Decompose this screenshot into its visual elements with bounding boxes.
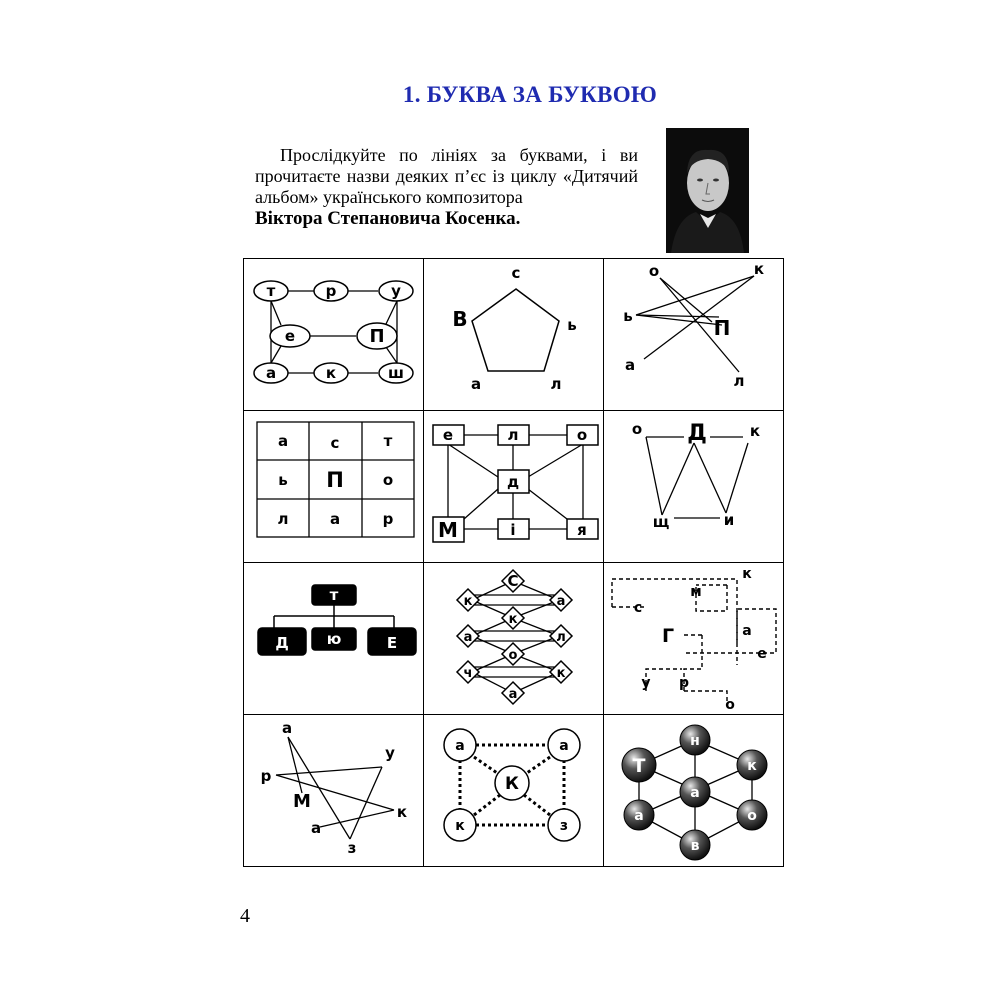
puzzle-4-letter: а [277, 432, 289, 450]
puzzle-3-letter: П [713, 316, 731, 340]
puzzle-9-letter: к [742, 566, 752, 582]
puzzle-4-letter: т [383, 432, 393, 450]
puzzle-2 [424, 259, 604, 411]
puzzle-12-letter: а [690, 785, 700, 801]
puzzle-2-letter: ь [567, 316, 577, 334]
composer-portrait [666, 128, 749, 253]
composer-name: Віктора Степановича Косенка. [255, 208, 521, 229]
puzzle-3-letter: к [753, 260, 765, 278]
puzzle-8-letter: а [463, 630, 473, 645]
puzzle-10-letter: М [293, 791, 311, 812]
puzzle-1-letter: к [325, 364, 337, 382]
puzzle-3-letter: ь [623, 307, 633, 325]
puzzle-6-letter: о [631, 420, 643, 438]
puzzle-11-letter: к [455, 818, 465, 834]
puzzle-1 [244, 259, 424, 411]
puzzle-4-letter: с [330, 434, 340, 452]
puzzle-11-letter: а [559, 738, 569, 754]
puzzle-2-letter: В [452, 307, 468, 331]
puzzle-8-letter: к [508, 612, 518, 627]
puzzle-3 [604, 259, 784, 411]
puzzle-1-letter: т [266, 282, 276, 300]
puzzle-1-letter: у [391, 282, 401, 300]
puzzle-9-letter: Г [661, 625, 675, 647]
puzzle-3-letter: а [624, 356, 636, 374]
puzzle-1-letter: е [284, 327, 296, 345]
puzzle-grid [243, 258, 784, 867]
puzzle-6 [604, 411, 784, 563]
puzzle-12-letter: н [690, 733, 700, 749]
puzzle-7-letter: Д [275, 634, 289, 652]
puzzle-3-letter: л [733, 372, 745, 390]
puzzle-1-letter: ш [388, 364, 404, 382]
puzzle-4 [244, 411, 424, 563]
puzzle-9-letter: м [690, 584, 702, 600]
intro-body: Прослідкуйте по лініях за буквами, і ви прочитаєте назви деяких п’єс із циклу «Дитячий альбом» українського композитора [255, 145, 638, 207]
puzzle-5-letter: М [438, 518, 458, 542]
page-title: 1. БУКВА ЗА БУКВОЮ [402, 82, 658, 107]
puzzle-8-letter: С [507, 572, 519, 590]
puzzle-9-letter: а [742, 623, 752, 639]
puzzle-11-letter: а [455, 738, 465, 754]
puzzle-11-letter: з [559, 818, 569, 834]
puzzle-12-letter: а [634, 808, 644, 824]
puzzle-12-letter: Т [632, 755, 646, 777]
puzzle-10-letter: р [260, 767, 272, 785]
puzzle-7 [244, 563, 424, 715]
puzzle-12 [604, 715, 784, 866]
puzzle-11-letter: К [505, 774, 519, 794]
puzzle-10-letter: з [347, 839, 357, 857]
puzzle-6-letter: и [723, 511, 735, 529]
puzzle-7-letter: Е [386, 634, 398, 652]
puzzle-9-letter: у [641, 675, 651, 691]
puzzle-8 [424, 563, 604, 715]
puzzle-2-letter: л [550, 375, 562, 393]
puzzle-4-letter: о [382, 471, 394, 489]
puzzle-6-letter: Д [687, 421, 707, 446]
puzzle-5 [424, 411, 604, 563]
puzzle-2-letter: а [470, 375, 482, 393]
puzzle-8-letter: о [508, 648, 518, 663]
puzzle-5-letter: д [506, 473, 520, 491]
puzzle-9-letter: о [725, 697, 735, 713]
puzzle-10-letter: а [310, 819, 322, 837]
puzzle-8-letter: к [556, 666, 566, 681]
puzzle-9-letter: е [757, 646, 767, 662]
puzzle-12-letter: в [690, 838, 700, 854]
puzzle-8-letter: а [508, 687, 518, 702]
puzzle-9-letter: р [678, 675, 690, 691]
puzzle-7-letter: ю [326, 630, 342, 648]
puzzle-7-letter: т [329, 586, 339, 604]
puzzle-5-letter: о [576, 426, 588, 444]
puzzle-4-letter: ь [278, 471, 288, 489]
puzzle-10-letter: а [281, 719, 293, 737]
puzzle-5-letter: я [577, 521, 587, 539]
puzzle-8-letter: к [463, 594, 473, 609]
puzzle-2-letter: с [511, 264, 521, 282]
puzzle-4-letter: л [277, 510, 289, 528]
puzzle-10 [244, 715, 424, 866]
puzzle-8-letter: л [556, 630, 566, 645]
page-number: 4 [240, 905, 250, 927]
puzzle-3-letter: о [648, 262, 660, 280]
puzzle-1-letter: р [325, 282, 337, 300]
puzzle-6-letter: к [749, 422, 761, 440]
puzzle-10-letter: у [385, 744, 395, 762]
puzzle-12-letter: к [747, 758, 757, 774]
puzzle-5-letter: л [507, 426, 519, 444]
puzzle-10-letter: к [396, 803, 408, 821]
puzzle-9-letter: с [633, 600, 643, 616]
puzzle-8-letter: ч [463, 666, 473, 681]
puzzle-1-letter: а [265, 364, 277, 382]
puzzle-6-letter: щ [652, 513, 670, 531]
puzzle-5-letter: і [510, 521, 516, 539]
puzzle-4-letter: р [382, 510, 394, 528]
puzzle-1-letter: П [369, 326, 385, 347]
intro-text [255, 145, 638, 229]
puzzle-11 [424, 715, 604, 866]
puzzle-5-letter: е [442, 426, 454, 444]
puzzle-4-letter: а [329, 510, 341, 528]
puzzle-8-letter: а [556, 594, 566, 609]
puzzle-9 [604, 563, 784, 715]
puzzle-4-letter: П [326, 468, 344, 492]
puzzle-12-letter: о [747, 808, 757, 824]
